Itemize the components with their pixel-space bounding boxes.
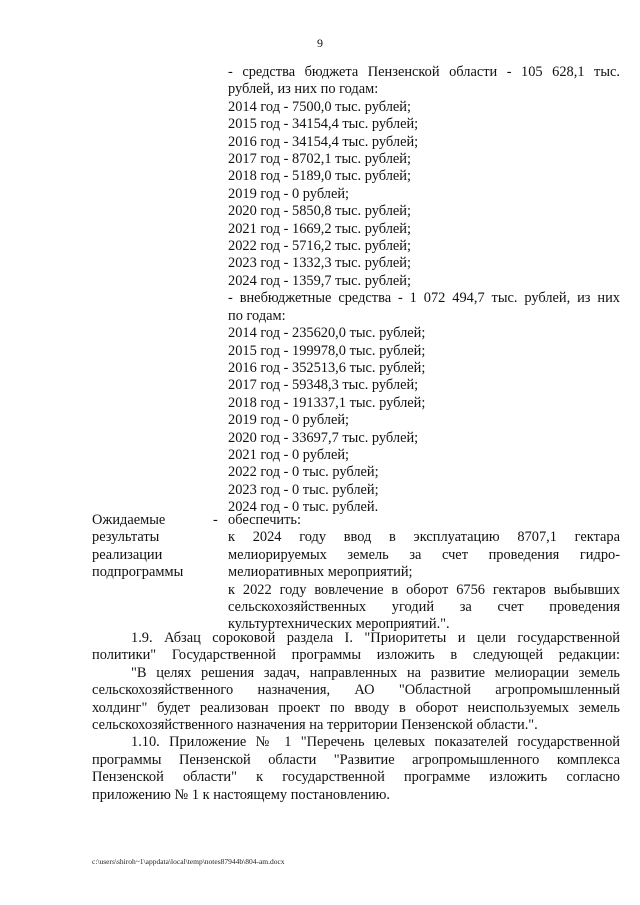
funding-line: 2024 год - 1359,7 тыс. рублей; xyxy=(228,272,411,289)
paragraph-line: сельскохозяйственного назначения на территории Пензенской области.". xyxy=(92,717,538,734)
paragraph-line: 1.9. Абзац сороковой раздела I. "Приоритеты и цели государственной xyxy=(131,630,620,646)
results-label-line: реализации xyxy=(92,546,163,563)
funding-line: 2016 год - 34154,4 тыс. рублей; xyxy=(228,133,419,150)
funding-line: 2014 год - 7500,0 тыс. рублей; xyxy=(228,98,411,115)
amendment-paragraphs xyxy=(92,630,620,804)
expected-results-text xyxy=(228,512,620,634)
funding-line: 2017 год - 8702,1 тыс. рублей; xyxy=(228,151,411,168)
results-label-line: результаты xyxy=(92,529,160,546)
funding-line: 2018 год - 191337,1 тыс. рублей; xyxy=(228,394,426,411)
funding-line: 2021 год - 1669,2 тыс. рублей; xyxy=(228,220,411,237)
funding-line: 2022 год - 5716,2 тыс. рублей; xyxy=(228,238,411,255)
paragraph-line: "В целях решения задач, направленных на развитие мелиорации земель xyxy=(131,664,620,681)
results-line: обеспечить: xyxy=(228,512,301,528)
funding-line: 2015 год - 34154,4 тыс. рублей; xyxy=(228,116,419,133)
funding-line: - средства бюджета Пензенской области - 105 628,1 тыс. xyxy=(228,64,620,80)
paragraph-line: приложению № 1 к настоящему постановлению. xyxy=(92,786,391,803)
results-line: мелиорируемых земель за счет проведения гидро- xyxy=(228,546,620,563)
results-line: культуртехнических мероприятий.". xyxy=(228,616,450,633)
funding-line: - внебюджетные средства - 1 072 494,7 тыс. рублей, из них xyxy=(228,290,620,307)
results-label-line: подпрограммы xyxy=(92,564,184,581)
funding-line: 2021 год - 0 рублей; xyxy=(228,446,350,463)
funding-line: 2018 год - 5189,0 тыс. рублей; xyxy=(228,168,411,185)
funding-line: 2014 год - 235620,0 тыс. рублей; xyxy=(228,325,426,342)
paragraph-line: программы Пензенской области "Развитие агропромышленного комплекса xyxy=(92,751,620,768)
funding-line: 2019 год - 0 рублей; xyxy=(228,185,350,202)
paragraph-line: холдинг" будет реализован проект по вводу в оборот неиспользуемых земель xyxy=(92,699,620,716)
funding-line: рублей, из них по годам: xyxy=(228,81,379,98)
funding-line: 2023 год - 0 тыс. рублей; xyxy=(228,481,379,498)
results-line: к 2024 году ввод в эксплуатацию 8707,1 гектара xyxy=(228,529,620,546)
paragraph-line: Пензенской области" к государственной программе изложить согласно xyxy=(92,769,620,786)
page-number: 9 xyxy=(317,36,323,50)
funding-line: 2022 год - 0 тыс. рублей; xyxy=(228,464,379,481)
funding-sources-list xyxy=(228,64,620,517)
paragraph-line: политики" Государственной программы изложить в следующей редакции: xyxy=(92,647,620,664)
results-line: к 2022 году вовлечение в оборот 6756 гектаров выбывших xyxy=(228,581,620,598)
paragraph-line: сельскохозяйственного назначения, АО "Областной агропромышленный xyxy=(92,682,620,699)
results-line: мелиоративных мероприятий; xyxy=(228,564,413,581)
funding-line: 2020 год - 5850,8 тыс. рублей; xyxy=(228,203,411,220)
results-line: сельскохозяйственных угодий за счет проведения xyxy=(228,599,620,616)
file-path-footer: c:\users\shiroh~1\appdata\local\temp\notes87944b\804-am.docx xyxy=(92,857,285,866)
funding-line: 2017 год - 59348,3 тыс. рублей; xyxy=(228,377,419,394)
funding-line: 2016 год - 352513,6 тыс. рублей; xyxy=(228,359,426,376)
funding-line: 2020 год - 33697,7 тыс. рублей; xyxy=(228,429,419,446)
funding-line: по годам: xyxy=(228,307,286,324)
funding-line: 2019 год - 0 рублей; xyxy=(228,412,350,429)
expected-results-label xyxy=(92,512,207,582)
results-label-line: Ожидаемые xyxy=(92,512,166,528)
funding-line: 2023 год - 1332,3 тыс. рублей; xyxy=(228,255,411,272)
funding-line: 2015 год - 199978,0 тыс. рублей; xyxy=(228,342,426,359)
paragraph-line: 1.10. Приложение № 1 "Перечень целевых показателей государственной xyxy=(131,734,620,751)
funding-line: 2024 год - 0 тыс. рублей. xyxy=(228,499,379,516)
results-dash: - xyxy=(213,512,218,528)
